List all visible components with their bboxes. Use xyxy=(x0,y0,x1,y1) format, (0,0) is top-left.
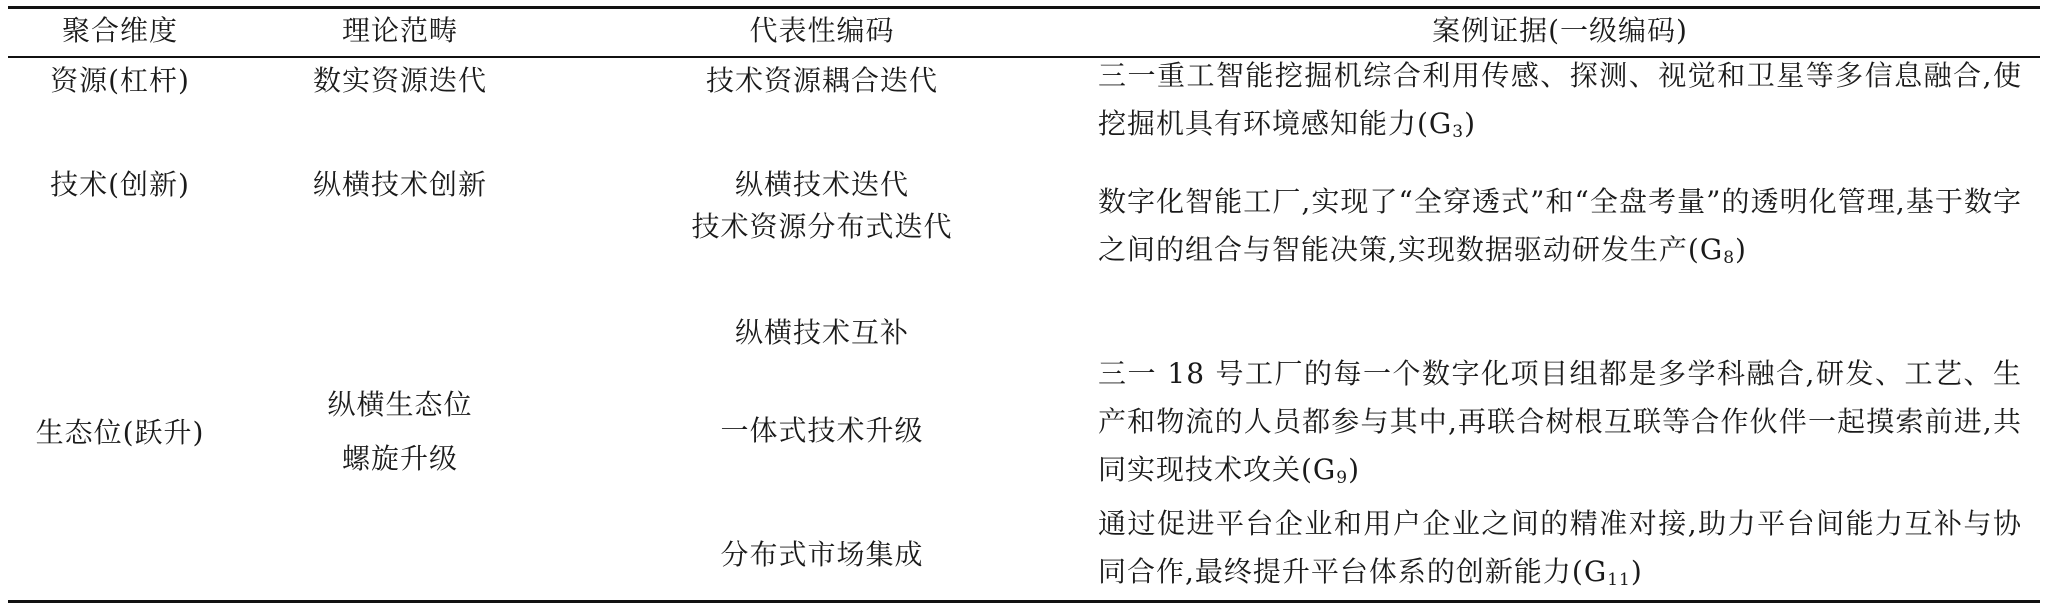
header-category: 理论范畴 xyxy=(341,14,459,47)
category-niche: 纵横生态位 xyxy=(327,388,473,421)
category-spiral-upgrade: 螺旋升级 xyxy=(341,442,459,475)
evidence-g9: 三一 18 号工厂的每一个数字化项目组都是多学科融合,研发、工艺、生产和物流的人员都参与其中,再联合树根互联等合作伙伴一起摸索前进,共同实现技术攻关$(G_9)$ xyxy=(1098,357,2022,488)
category-resource-iteration: 数实资源迭代 xyxy=(312,64,488,97)
dimension-niche: 生态位(跃升) xyxy=(35,416,205,449)
dimension-resource: 资源(杠杆) xyxy=(50,64,190,97)
header-evidence: 案例证据(一级编码) xyxy=(1432,14,1688,47)
category-tech-innovation: 纵横技术创新 xyxy=(312,168,488,201)
evidence-g11: 通过促进平台企业和用户企业之间的精准对接,助力平台间能力互补与协同合作,最终提升平台体系的创新能力$(G_{11})$ xyxy=(1098,507,2022,590)
dimension-technology: 技术(创新) xyxy=(50,168,190,201)
code-integrated-upgrade: 一体式技术升级 xyxy=(720,414,924,447)
header-code: 代表性编码 xyxy=(749,14,895,47)
evidence-g8: 数字化智能工厂,实现了“全穿透式”和“全盘考量”的透明化管理,基于数字之间的组合与智能决策,实现数据驱动研发生产$(G_8)$ xyxy=(1098,185,2022,268)
table-top-rule xyxy=(8,6,2040,9)
code-coupling-iteration: 技术资源耦合迭代 xyxy=(705,64,939,97)
code-market-integration: 分布式市场集成 xyxy=(720,538,924,571)
header-dimension: 聚合维度 xyxy=(61,14,179,47)
code-vh-iteration: 纵横技术迭代 xyxy=(734,168,910,201)
evidence-g3: 三一重工智能挖掘机综合利用传感、探测、视觉和卫星等多信息融合,使挖掘机具有环境感知能力$(G_3)$ xyxy=(1098,59,2022,142)
code-distributed-iteration: 技术资源分布式迭代 xyxy=(691,210,953,243)
code-vh-complement: 纵横技术互补 xyxy=(734,316,910,349)
table-bottom-rule xyxy=(8,600,2040,603)
